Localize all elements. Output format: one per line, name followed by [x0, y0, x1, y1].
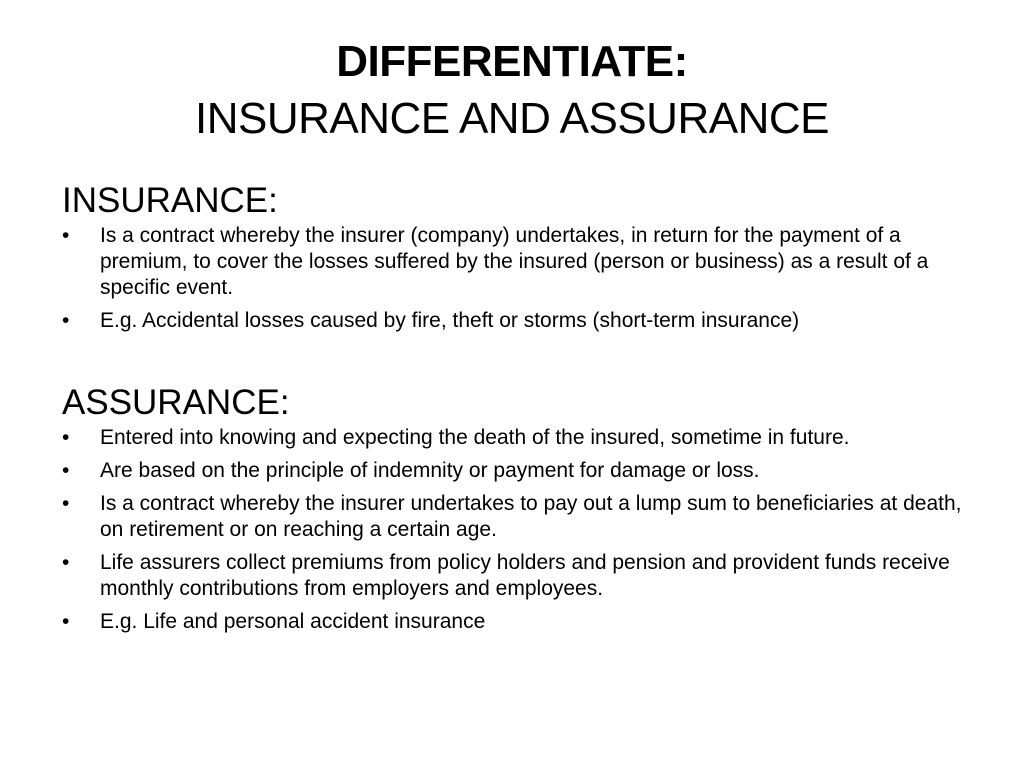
bullet-text: Entered into knowing and expecting the death of the insured, sometime in future.: [100, 426, 850, 449]
bullet-icon: •: [62, 309, 70, 332]
list-item: [62, 550, 962, 602]
bullet-icon: •: [62, 551, 70, 574]
bullet-text: E.g. Accidental losses caused by fire, theft or storms (short-term insurance): [100, 309, 800, 332]
assurance-bullet-list: [62, 425, 962, 635]
bullet-icon: •: [62, 426, 70, 449]
bullet-icon: •: [62, 459, 70, 482]
title-line-2: INSURANCE AND ASSURANCE: [195, 94, 829, 143]
bullet-text: Is a contract whereby the insurer undertakes to pay out a lump sum to beneficiaries at death, on retirement or on reaching a certain age.: [100, 492, 962, 541]
list-item: [62, 491, 962, 543]
section-heading-insurance: INSURANCE:: [62, 181, 278, 220]
list-item: [62, 223, 962, 301]
list-item: [62, 458, 962, 484]
insurance-section: [62, 181, 962, 341]
bullet-text: Are based on the principle of indemnity or payment for damage or loss.: [100, 459, 760, 482]
list-item: [62, 425, 962, 451]
bullet-icon: •: [62, 492, 70, 515]
section-heading-assurance: ASSURANCE:: [62, 383, 290, 422]
bullet-icon: •: [62, 224, 70, 247]
bullet-text: E.g. Life and personal accident insurance: [100, 610, 486, 633]
title-line-1: DIFFERENTIATE:: [336, 37, 688, 86]
list-item: [62, 609, 962, 635]
assurance-section: [62, 383, 962, 642]
list-item: [62, 308, 962, 334]
bullet-text: Life assurers collect premiums from policy holders and pension and provident funds receive monthly contributions from employers and employees.: [100, 551, 950, 600]
bullet-text: Is a contract whereby the insurer (company) undertakes, in return for the payment of a premium, to cover the losses suffered by the insured (person or business) as a result of a specific event.: [100, 224, 929, 299]
bullet-icon: •: [62, 610, 70, 633]
insurance-bullet-list: [62, 223, 962, 334]
slide-title: [0, 34, 1024, 148]
